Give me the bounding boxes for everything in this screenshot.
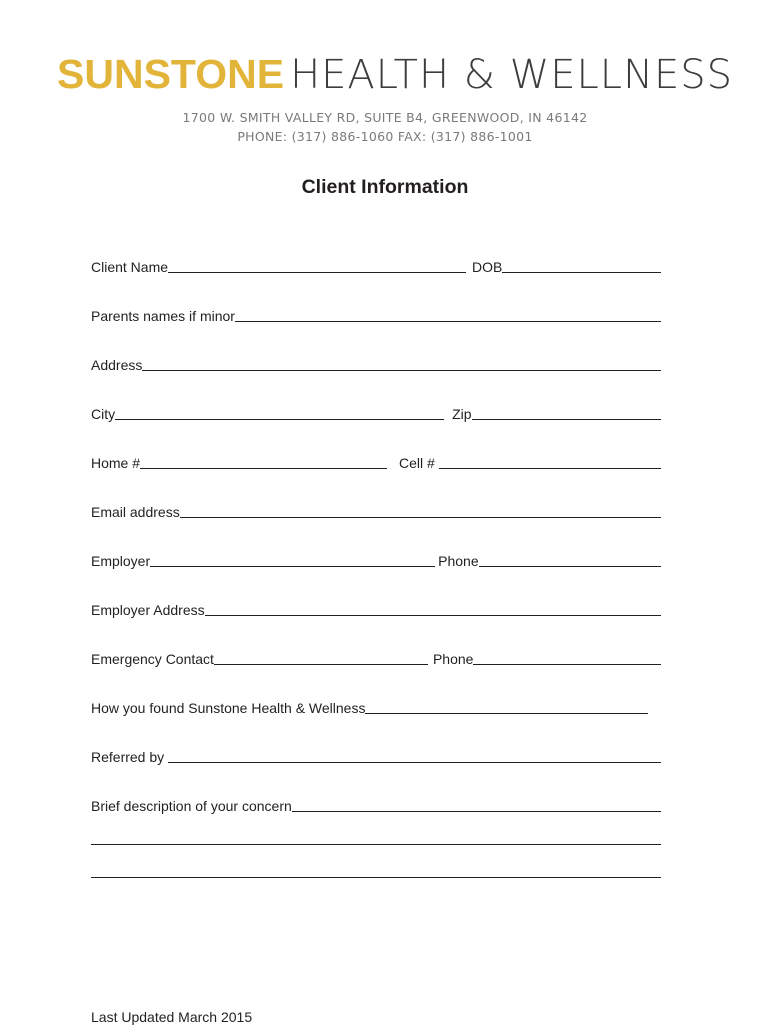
row-email [91,500,661,520]
dob-label: DOB [472,259,503,275]
dob-field[interactable] [502,258,661,273]
emergency-phone-field[interactable] [473,650,661,665]
employer-field[interactable] [150,552,435,567]
home-phone-field[interactable] [140,454,387,469]
row-emergency [91,647,661,667]
emergency-contact-label: Emergency Contact [91,651,214,667]
row-how-found [91,696,648,716]
row-referred [91,745,661,765]
row-employer [91,549,661,569]
address-label: Address [91,357,143,373]
email-field[interactable] [180,503,661,518]
address-field[interactable] [142,356,661,371]
home-phone-label: Home # [91,455,141,471]
zip-field[interactable] [472,405,661,420]
clinic-address: 1700 W. SMITH VALLEY RD, SUITE B4, GREENWOOD, IN 46142 [182,110,588,125]
row-concern-2 [91,827,661,847]
brand-primary: SUNSTONE [57,51,285,97]
clinic-contact: PHONE: (317) 886-1060 FAX: (317) 886-1001 [237,129,533,144]
concern-label: Brief description of your concern [91,798,292,814]
page-title: Client Information [301,176,469,198]
row-concern [91,794,661,814]
email-label: Email address [91,504,180,520]
last-updated: Last Updated March 2015 [91,1009,253,1025]
city-label: City [91,406,116,422]
concern-field[interactable] [292,797,661,812]
city-field[interactable] [115,405,444,420]
brand-logo [57,51,734,98]
client-name-field[interactable] [168,258,466,273]
parents-names-field[interactable] [235,307,661,322]
emergency-contact-field[interactable] [214,650,428,665]
zip-label: Zip [452,406,472,422]
row-client-name [91,255,661,275]
how-found-field[interactable] [365,699,648,714]
row-phones [91,451,661,471]
row-address [91,353,661,373]
brand-secondary: HEALTH & WELLNESS [290,52,734,98]
emergency-phone-label: Phone [432,651,474,667]
parents-names-label: Parents names if minor [91,308,235,324]
concern-field-line-3[interactable] [91,863,661,878]
employer-address-field[interactable] [205,601,661,616]
cell-phone-label: Cell # [399,455,435,471]
row-employer-address [91,598,661,618]
employer-label: Employer [91,553,151,569]
referred-by-label: Referred by [91,749,165,765]
employer-phone-label: Phone [438,553,479,569]
row-city-zip [91,402,661,422]
how-found-label: How you found Sunstone Health & Wellness [91,700,366,716]
cell-phone-field[interactable] [439,454,661,469]
employer-phone-field[interactable] [479,552,661,567]
referred-by-field[interactable] [168,748,661,763]
employer-address-label: Employer Address [91,602,205,618]
client-name-label: Client Name [91,259,169,275]
row-concern-3 [91,860,661,880]
concern-field-line-2[interactable] [91,830,661,845]
row-parents [91,304,661,324]
